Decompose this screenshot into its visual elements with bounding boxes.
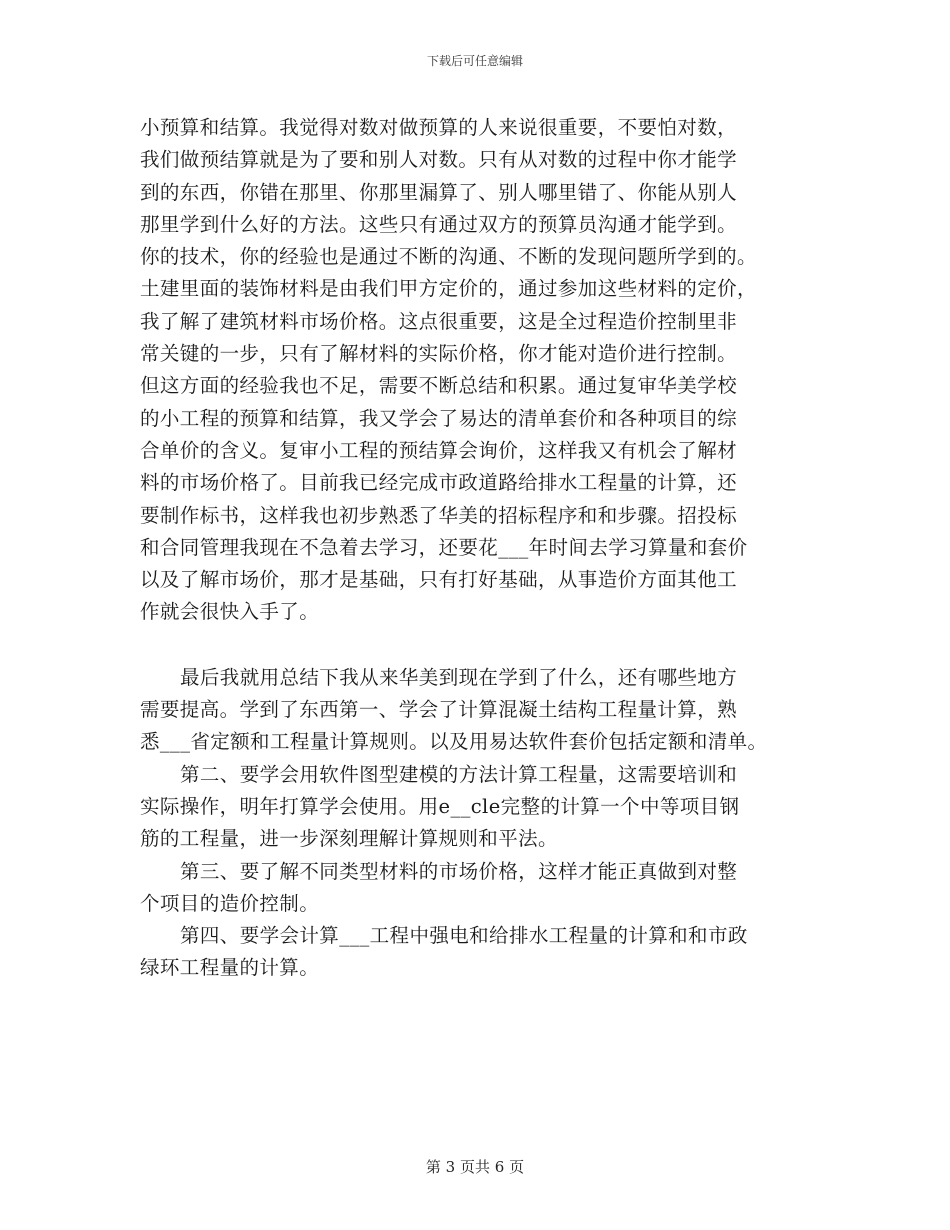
text-line: 绿环工程量的计算。 bbox=[140, 956, 320, 980]
text-line: 土建里面的装饰材料是由我们甲方定价的，通过参加这些材料的定价， bbox=[140, 277, 757, 301]
paragraph-2 bbox=[140, 662, 820, 759]
text-line: 我了解了建筑材料市场价格。这点很重要，这是全过程造价控制里非 bbox=[140, 309, 738, 333]
text-line: 那里学到什么好的方法。这些只有通过双方的预算员沟通才能学到。 bbox=[140, 212, 738, 236]
text-line: 和合同管理我现在不急着去学习，还要花___年时间去学习算量和套价 bbox=[140, 535, 748, 559]
text-line: 悉___省定额和工程量计算规则。以及用易达软件套价包括定额和清单。 bbox=[140, 730, 768, 754]
text-line: 第三、要了解不同类型材料的市场价格，这样才能正真做到对整 bbox=[180, 859, 738, 883]
text-line: 第四、要学会计算___工程中强电和给排水工程量的计算和和市政 bbox=[180, 924, 748, 948]
text-line: 最后我就用总结下我从来华美到现在学到了什么，还有哪些地方 bbox=[180, 665, 738, 689]
text-line: 作就会很快入手了。 bbox=[140, 600, 320, 624]
paragraph-1 bbox=[140, 112, 820, 629]
document-body bbox=[140, 112, 820, 985]
paragraph-5 bbox=[140, 920, 820, 985]
page-header: 下载后可任意编辑 bbox=[426, 54, 523, 68]
text-line: 的小工程的预算和结算，我又学会了易达的清单套价和各种项目的综 bbox=[140, 406, 738, 430]
text-line: 个项目的造价控制。 bbox=[140, 891, 320, 915]
text-line: 我们做预结算就是为了要和别人对数。只有从对数的过程中你才能学 bbox=[140, 148, 738, 172]
text-line: 合单价的含义。复审小工程的预结算会询价，这样我又有机会了解材 bbox=[140, 438, 738, 462]
paragraph-3 bbox=[140, 759, 820, 856]
text-line: 实际操作，明年打算学会使用。用e__cle完整的计算一个中等项目钢 bbox=[140, 794, 740, 818]
text-line: 以及了解市场价，那才是基础，只有打好基础，从事造价方面其他工 bbox=[140, 568, 738, 592]
text-line: 常关键的一步，只有了解材料的实际价格，你才能对造价进行控制。 bbox=[140, 342, 738, 366]
page-footer: 第 3 页共 6 页 bbox=[425, 1158, 525, 1176]
text-line: 小预算和结算。我觉得对数对做预算的人来说很重要，不要怕对数， bbox=[140, 116, 738, 139]
text-line: 要制作标书，这样我也初步熟悉了华美的招标程序和和步骤。招投标 bbox=[140, 503, 738, 527]
paragraph-gap bbox=[140, 629, 820, 662]
text-line: 到的东西，你错在那里、你那里漏算了、别人哪里错了、你能从别人 bbox=[140, 180, 738, 204]
text-line: 筋的工程量，进一步深刻理解计算规则和平法。 bbox=[140, 827, 558, 851]
paragraph-4 bbox=[140, 856, 820, 921]
text-line: 但这方面的经验我也不足，需要不断总结和积累。通过复审华美学校 bbox=[140, 374, 738, 398]
text-line: 第二、要学会用软件图型建模的方法计算工程量，这需要培训和 bbox=[180, 762, 738, 786]
text-line: 需要提高。学到了东西第一、学会了计算混凝土结构工程量计算，熟 bbox=[140, 698, 738, 722]
text-line: 料的市场价格了。目前我已经完成市政道路给排水工程量的计算，还 bbox=[140, 471, 738, 495]
text-line: 你的技术，你的经验也是通过不断的沟通、不断的发现问题所学到的。 bbox=[140, 245, 757, 269]
